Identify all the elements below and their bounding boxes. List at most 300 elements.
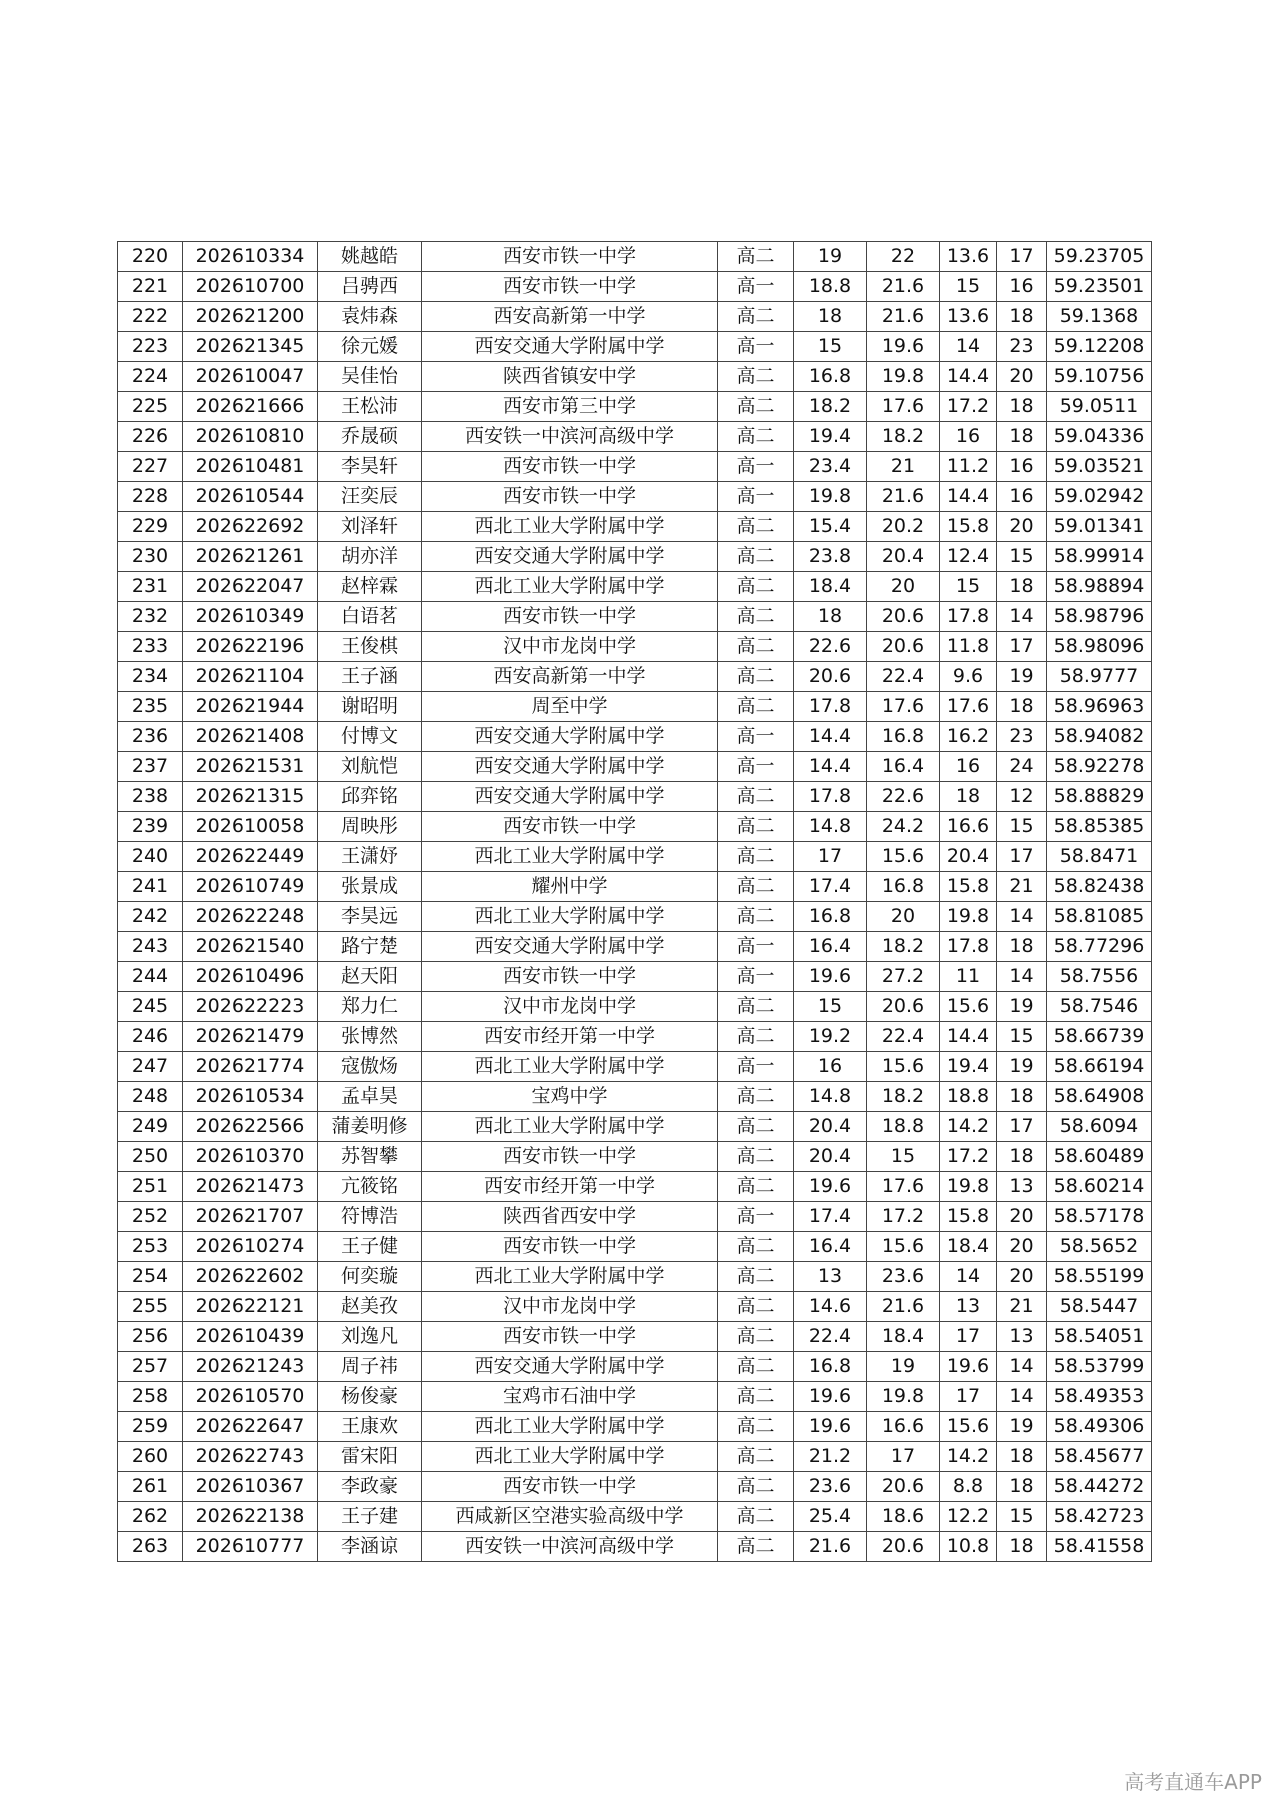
rank-cell: 244 [118, 962, 183, 992]
school-cell: 西安交通大学附属中学 [422, 542, 718, 572]
score2-cell: 16.8 [867, 872, 940, 902]
score3-cell: 15.8 [940, 512, 997, 542]
rank-cell: 237 [118, 752, 183, 782]
exam-id-cell: 202622196 [183, 632, 318, 662]
table-row [118, 572, 1152, 602]
school-cell: 西北工业大学附属中学 [422, 1442, 718, 1472]
score2-cell: 18.4 [867, 1322, 940, 1352]
total-score-cell: 59.12208 [1047, 332, 1152, 362]
score3-cell: 20.4 [940, 842, 997, 872]
exam-id-cell: 202621473 [183, 1172, 318, 1202]
score2-cell: 21.6 [867, 272, 940, 302]
student-name-cell: 李昊轩 [318, 452, 422, 482]
exam-id-cell: 202621345 [183, 332, 318, 362]
rank-cell: 233 [118, 632, 183, 662]
student-name-cell: 何奕璇 [318, 1262, 422, 1292]
exam-id-cell: 202622047 [183, 572, 318, 602]
score2-cell: 20.6 [867, 1532, 940, 1562]
rank-cell: 250 [118, 1142, 183, 1172]
grade-cell: 高二 [718, 602, 794, 632]
score1-cell: 20.4 [794, 1112, 867, 1142]
table-row [118, 362, 1152, 392]
school-cell: 西安高新第一中学 [422, 302, 718, 332]
score1-cell: 23.4 [794, 452, 867, 482]
score4-cell: 18 [997, 1442, 1047, 1472]
score1-cell: 21.2 [794, 1442, 867, 1472]
score1-cell: 18 [794, 302, 867, 332]
school-cell: 周至中学 [422, 692, 718, 722]
total-score-cell: 58.45677 [1047, 1442, 1152, 1472]
total-score-cell: 58.66194 [1047, 1052, 1152, 1082]
total-score-cell: 59.03521 [1047, 452, 1152, 482]
table-row [118, 1052, 1152, 1082]
score2-cell: 19.8 [867, 362, 940, 392]
total-score-cell: 58.98796 [1047, 602, 1152, 632]
student-name-cell: 吕骋西 [318, 272, 422, 302]
score4-cell: 24 [997, 752, 1047, 782]
score2-cell: 15.6 [867, 1052, 940, 1082]
exam-id-cell: 202610496 [183, 962, 318, 992]
grade-cell: 高二 [718, 812, 794, 842]
total-score-cell: 58.60489 [1047, 1142, 1152, 1172]
score2-cell: 18.8 [867, 1112, 940, 1142]
total-score-cell: 58.64908 [1047, 1082, 1152, 1112]
rank-cell: 221 [118, 272, 183, 302]
total-score-cell: 59.04336 [1047, 422, 1152, 452]
score4-cell: 18 [997, 572, 1047, 602]
table-row [118, 662, 1152, 692]
score1-cell: 16.4 [794, 1232, 867, 1262]
school-cell: 西安市铁一中学 [422, 452, 718, 482]
table-row [118, 482, 1152, 512]
table-row [118, 1202, 1152, 1232]
school-cell: 西安交通大学附属中学 [422, 1352, 718, 1382]
grade-cell: 高二 [718, 302, 794, 332]
school-cell: 西安交通大学附属中学 [422, 752, 718, 782]
score4-cell: 17 [997, 842, 1047, 872]
school-cell: 西安市铁一中学 [422, 1472, 718, 1502]
grade-cell: 高二 [718, 542, 794, 572]
score4-cell: 21 [997, 1292, 1047, 1322]
rank-cell: 251 [118, 1172, 183, 1202]
table-row [118, 1382, 1152, 1412]
score3-cell: 17.8 [940, 602, 997, 632]
table-row [118, 962, 1152, 992]
student-name-cell: 胡亦洋 [318, 542, 422, 572]
exam-id-cell: 202622692 [183, 512, 318, 542]
score1-cell: 25.4 [794, 1502, 867, 1532]
rank-cell: 260 [118, 1442, 183, 1472]
exam-id-cell: 202621479 [183, 1022, 318, 1052]
total-score-cell: 58.98894 [1047, 572, 1152, 602]
score4-cell: 20 [997, 1262, 1047, 1292]
score2-cell: 20.6 [867, 1472, 940, 1502]
score3-cell: 14.4 [940, 1022, 997, 1052]
student-name-cell: 王俊棋 [318, 632, 422, 662]
rank-cell: 258 [118, 1382, 183, 1412]
exam-id-cell: 202610481 [183, 452, 318, 482]
rank-cell: 231 [118, 572, 183, 602]
table-row [118, 512, 1152, 542]
score4-cell: 21 [997, 872, 1047, 902]
school-cell: 西北工业大学附属中学 [422, 572, 718, 602]
score1-cell: 19.2 [794, 1022, 867, 1052]
exam-id-cell: 202610777 [183, 1532, 318, 1562]
rank-cell: 229 [118, 512, 183, 542]
score3-cell: 15 [940, 272, 997, 302]
exam-id-cell: 202622566 [183, 1112, 318, 1142]
total-score-cell: 59.10756 [1047, 362, 1152, 392]
total-score-cell: 58.92278 [1047, 752, 1152, 782]
table-row [118, 1472, 1152, 1502]
score1-cell: 14.8 [794, 812, 867, 842]
score3-cell: 18.4 [940, 1232, 997, 1262]
exam-id-cell: 202621944 [183, 692, 318, 722]
score1-cell: 17.8 [794, 782, 867, 812]
score4-cell: 14 [997, 1382, 1047, 1412]
grade-cell: 高二 [718, 1352, 794, 1382]
score4-cell: 16 [997, 482, 1047, 512]
school-cell: 汉中市龙岗中学 [422, 992, 718, 1022]
score3-cell: 16 [940, 422, 997, 452]
table-row [118, 242, 1152, 272]
exam-id-cell: 202610544 [183, 482, 318, 512]
score1-cell: 17 [794, 842, 867, 872]
exam-id-cell: 202610058 [183, 812, 318, 842]
exam-id-cell: 202621200 [183, 302, 318, 332]
score3-cell: 9.6 [940, 662, 997, 692]
score4-cell: 17 [997, 1112, 1047, 1142]
score2-cell: 20.4 [867, 542, 940, 572]
student-name-cell: 汪奕辰 [318, 482, 422, 512]
score2-cell: 17.6 [867, 392, 940, 422]
score1-cell: 19.8 [794, 482, 867, 512]
score4-cell: 19 [997, 992, 1047, 1022]
rank-cell: 227 [118, 452, 183, 482]
total-score-cell: 58.88829 [1047, 782, 1152, 812]
rank-cell: 255 [118, 1292, 183, 1322]
grade-cell: 高二 [718, 632, 794, 662]
score1-cell: 20.4 [794, 1142, 867, 1172]
score3-cell: 13.6 [940, 302, 997, 332]
exam-id-cell: 202622743 [183, 1442, 318, 1472]
score3-cell: 17 [940, 1382, 997, 1412]
school-cell: 西安市铁一中学 [422, 482, 718, 512]
score3-cell: 13.6 [940, 242, 997, 272]
score1-cell: 19.6 [794, 962, 867, 992]
school-cell: 西安市经开第一中学 [422, 1022, 718, 1052]
table-row [118, 1262, 1152, 1292]
score4-cell: 23 [997, 332, 1047, 362]
exam-id-cell: 202610439 [183, 1322, 318, 1352]
table-row [118, 812, 1152, 842]
exam-id-cell: 202621707 [183, 1202, 318, 1232]
score3-cell: 14.4 [940, 362, 997, 392]
score4-cell: 14 [997, 1352, 1047, 1382]
score1-cell: 14.8 [794, 1082, 867, 1112]
score2-cell: 22 [867, 242, 940, 272]
rank-cell: 222 [118, 302, 183, 332]
score1-cell: 16.8 [794, 902, 867, 932]
grade-cell: 高一 [718, 332, 794, 362]
school-cell: 西北工业大学附属中学 [422, 1412, 718, 1442]
score1-cell: 22.4 [794, 1322, 867, 1352]
rank-cell: 248 [118, 1082, 183, 1112]
score4-cell: 18 [997, 1142, 1047, 1172]
table-row [118, 542, 1152, 572]
table-row [118, 1022, 1152, 1052]
student-name-cell: 赵梓霖 [318, 572, 422, 602]
rank-cell: 249 [118, 1112, 183, 1142]
student-name-cell: 周子祎 [318, 1352, 422, 1382]
exam-id-cell: 202610367 [183, 1472, 318, 1502]
total-score-cell: 58.5652 [1047, 1232, 1152, 1262]
score1-cell: 16.8 [794, 1352, 867, 1382]
score1-cell: 20.6 [794, 662, 867, 692]
grade-cell: 高二 [718, 1082, 794, 1112]
grade-cell: 高二 [718, 872, 794, 902]
score4-cell: 14 [997, 962, 1047, 992]
score3-cell: 14.2 [940, 1112, 997, 1142]
exam-id-cell: 202622248 [183, 902, 318, 932]
score1-cell: 23.8 [794, 542, 867, 572]
table-row [118, 722, 1152, 752]
student-name-cell: 王康欢 [318, 1412, 422, 1442]
school-cell: 西咸新区空港实验高级中学 [422, 1502, 718, 1532]
total-score-cell: 58.49353 [1047, 1382, 1152, 1412]
total-score-cell: 58.8471 [1047, 842, 1152, 872]
score1-cell: 17.4 [794, 872, 867, 902]
grade-cell: 高二 [718, 1292, 794, 1322]
score2-cell: 16.8 [867, 722, 940, 752]
score4-cell: 20 [997, 512, 1047, 542]
score1-cell: 13 [794, 1262, 867, 1292]
grade-cell: 高二 [718, 782, 794, 812]
table-row [118, 1322, 1152, 1352]
rank-cell: 240 [118, 842, 183, 872]
table-row [118, 1442, 1152, 1472]
table-row [118, 1232, 1152, 1262]
school-cell: 西北工业大学附属中学 [422, 902, 718, 932]
total-score-cell: 59.23705 [1047, 242, 1152, 272]
score4-cell: 19 [997, 1412, 1047, 1442]
table-row [118, 392, 1152, 422]
score2-cell: 16.6 [867, 1412, 940, 1442]
grade-cell: 高一 [718, 452, 794, 482]
rank-cell: 236 [118, 722, 183, 752]
student-name-cell: 苏智攀 [318, 1142, 422, 1172]
grade-cell: 高二 [718, 1382, 794, 1412]
score4-cell: 18 [997, 1472, 1047, 1502]
total-score-cell: 58.77296 [1047, 932, 1152, 962]
table-row [118, 1292, 1152, 1322]
grade-cell: 高一 [718, 722, 794, 752]
score3-cell: 14.2 [940, 1442, 997, 1472]
score3-cell: 11.2 [940, 452, 997, 482]
table-row [118, 452, 1152, 482]
school-cell: 西安高新第一中学 [422, 662, 718, 692]
student-name-cell: 李涵谅 [318, 1532, 422, 1562]
student-name-cell: 姚越皓 [318, 242, 422, 272]
school-cell: 西安市铁一中学 [422, 812, 718, 842]
table-row [118, 1352, 1152, 1382]
score2-cell: 20 [867, 902, 940, 932]
grade-cell: 高一 [718, 962, 794, 992]
exam-id-cell: 202610810 [183, 422, 318, 452]
exam-id-cell: 202610349 [183, 602, 318, 632]
student-name-cell: 谢昭明 [318, 692, 422, 722]
total-score-cell: 59.0511 [1047, 392, 1152, 422]
score1-cell: 18.4 [794, 572, 867, 602]
score1-cell: 17.8 [794, 692, 867, 722]
score4-cell: 18 [997, 692, 1047, 722]
exam-id-cell: 202621315 [183, 782, 318, 812]
school-cell: 西北工业大学附属中学 [422, 842, 718, 872]
score1-cell: 15.4 [794, 512, 867, 542]
score1-cell: 14.4 [794, 722, 867, 752]
score4-cell: 17 [997, 242, 1047, 272]
school-cell: 西安市铁一中学 [422, 242, 718, 272]
score3-cell: 19.4 [940, 1052, 997, 1082]
exam-id-cell: 202610749 [183, 872, 318, 902]
total-score-cell: 58.9777 [1047, 662, 1152, 692]
table-row [118, 1112, 1152, 1142]
score2-cell: 22.6 [867, 782, 940, 812]
score3-cell: 15.6 [940, 1412, 997, 1442]
score2-cell: 18.6 [867, 1502, 940, 1532]
school-cell: 西北工业大学附属中学 [422, 1112, 718, 1142]
total-score-cell: 58.98096 [1047, 632, 1152, 662]
grade-cell: 高一 [718, 752, 794, 782]
score1-cell: 16 [794, 1052, 867, 1082]
school-cell: 西安市铁一中学 [422, 1142, 718, 1172]
exam-id-cell: 202621540 [183, 932, 318, 962]
score4-cell: 20 [997, 1202, 1047, 1232]
score4-cell: 14 [997, 902, 1047, 932]
school-cell: 西安交通大学附属中学 [422, 932, 718, 962]
score2-cell: 17 [867, 1442, 940, 1472]
rank-cell: 253 [118, 1232, 183, 1262]
grade-cell: 高二 [718, 1022, 794, 1052]
score4-cell: 18 [997, 932, 1047, 962]
score3-cell: 14 [940, 1262, 997, 1292]
score2-cell: 15.6 [867, 1232, 940, 1262]
score1-cell: 19.6 [794, 1382, 867, 1412]
score4-cell: 19 [997, 1052, 1047, 1082]
exam-id-cell: 202621666 [183, 392, 318, 422]
student-name-cell: 王子建 [318, 1502, 422, 1532]
rank-cell: 225 [118, 392, 183, 422]
student-name-cell: 蒲姜明修 [318, 1112, 422, 1142]
rank-cell: 224 [118, 362, 183, 392]
rank-cell: 263 [118, 1532, 183, 1562]
school-cell: 汉中市龙岗中学 [422, 632, 718, 662]
school-cell: 西安市经开第一中学 [422, 1172, 718, 1202]
rank-cell: 239 [118, 812, 183, 842]
student-name-cell: 李昊远 [318, 902, 422, 932]
rank-cell: 262 [118, 1502, 183, 1532]
table-row [118, 1412, 1152, 1442]
student-name-cell: 符博浩 [318, 1202, 422, 1232]
table-row [118, 902, 1152, 932]
student-name-cell: 吴佳怡 [318, 362, 422, 392]
student-name-cell: 郑力仁 [318, 992, 422, 1022]
exam-id-cell: 202610370 [183, 1142, 318, 1172]
score-table [117, 241, 1152, 1562]
total-score-cell: 58.96963 [1047, 692, 1152, 722]
total-score-cell: 58.85385 [1047, 812, 1152, 842]
student-name-cell: 张景成 [318, 872, 422, 902]
student-name-cell: 李政豪 [318, 1472, 422, 1502]
exam-id-cell: 202622121 [183, 1292, 318, 1322]
score1-cell: 18.2 [794, 392, 867, 422]
exam-id-cell: 202621408 [183, 722, 318, 752]
school-cell: 西安交通大学附属中学 [422, 782, 718, 812]
grade-cell: 高二 [718, 1232, 794, 1262]
school-cell: 耀州中学 [422, 872, 718, 902]
score3-cell: 11.8 [940, 632, 997, 662]
school-cell: 西安市铁一中学 [422, 962, 718, 992]
total-score-cell: 58.81085 [1047, 902, 1152, 932]
rank-cell: 243 [118, 932, 183, 962]
rank-cell: 232 [118, 602, 183, 632]
score2-cell: 17.2 [867, 1202, 940, 1232]
score1-cell: 23.6 [794, 1472, 867, 1502]
score4-cell: 20 [997, 362, 1047, 392]
exam-id-cell: 202622602 [183, 1262, 318, 1292]
total-score-cell: 58.53799 [1047, 1352, 1152, 1382]
student-name-cell: 徐元媛 [318, 332, 422, 362]
score3-cell: 10.8 [940, 1532, 997, 1562]
score2-cell: 18.2 [867, 932, 940, 962]
score3-cell: 16 [940, 752, 997, 782]
student-name-cell: 王子健 [318, 1232, 422, 1262]
student-name-cell: 乔晟硕 [318, 422, 422, 452]
rank-cell: 261 [118, 1472, 183, 1502]
table-row [118, 1082, 1152, 1112]
table-row [118, 992, 1152, 1022]
score3-cell: 16.6 [940, 812, 997, 842]
score2-cell: 20.2 [867, 512, 940, 542]
score2-cell: 23.6 [867, 1262, 940, 1292]
score3-cell: 17.6 [940, 692, 997, 722]
table-row [118, 1142, 1152, 1172]
student-name-cell: 王子涵 [318, 662, 422, 692]
grade-cell: 高一 [718, 482, 794, 512]
rank-cell: 230 [118, 542, 183, 572]
score1-cell: 15 [794, 992, 867, 1022]
score2-cell: 18.2 [867, 1082, 940, 1112]
rank-cell: 220 [118, 242, 183, 272]
score4-cell: 15 [997, 1022, 1047, 1052]
score3-cell: 17.2 [940, 392, 997, 422]
student-name-cell: 袁炜森 [318, 302, 422, 332]
score1-cell: 19.6 [794, 1172, 867, 1202]
grade-cell: 高二 [718, 1472, 794, 1502]
score2-cell: 19.6 [867, 332, 940, 362]
score1-cell: 19.4 [794, 422, 867, 452]
school-cell: 西北工业大学附属中学 [422, 1262, 718, 1292]
score4-cell: 13 [997, 1172, 1047, 1202]
score2-cell: 22.4 [867, 1022, 940, 1052]
school-cell: 宝鸡市石油中学 [422, 1382, 718, 1412]
score4-cell: 16 [997, 272, 1047, 302]
total-score-cell: 58.57178 [1047, 1202, 1152, 1232]
grade-cell: 高二 [718, 1532, 794, 1562]
table-row [118, 1502, 1152, 1532]
grade-cell: 高二 [718, 1442, 794, 1472]
school-cell: 陕西省镇安中学 [422, 362, 718, 392]
